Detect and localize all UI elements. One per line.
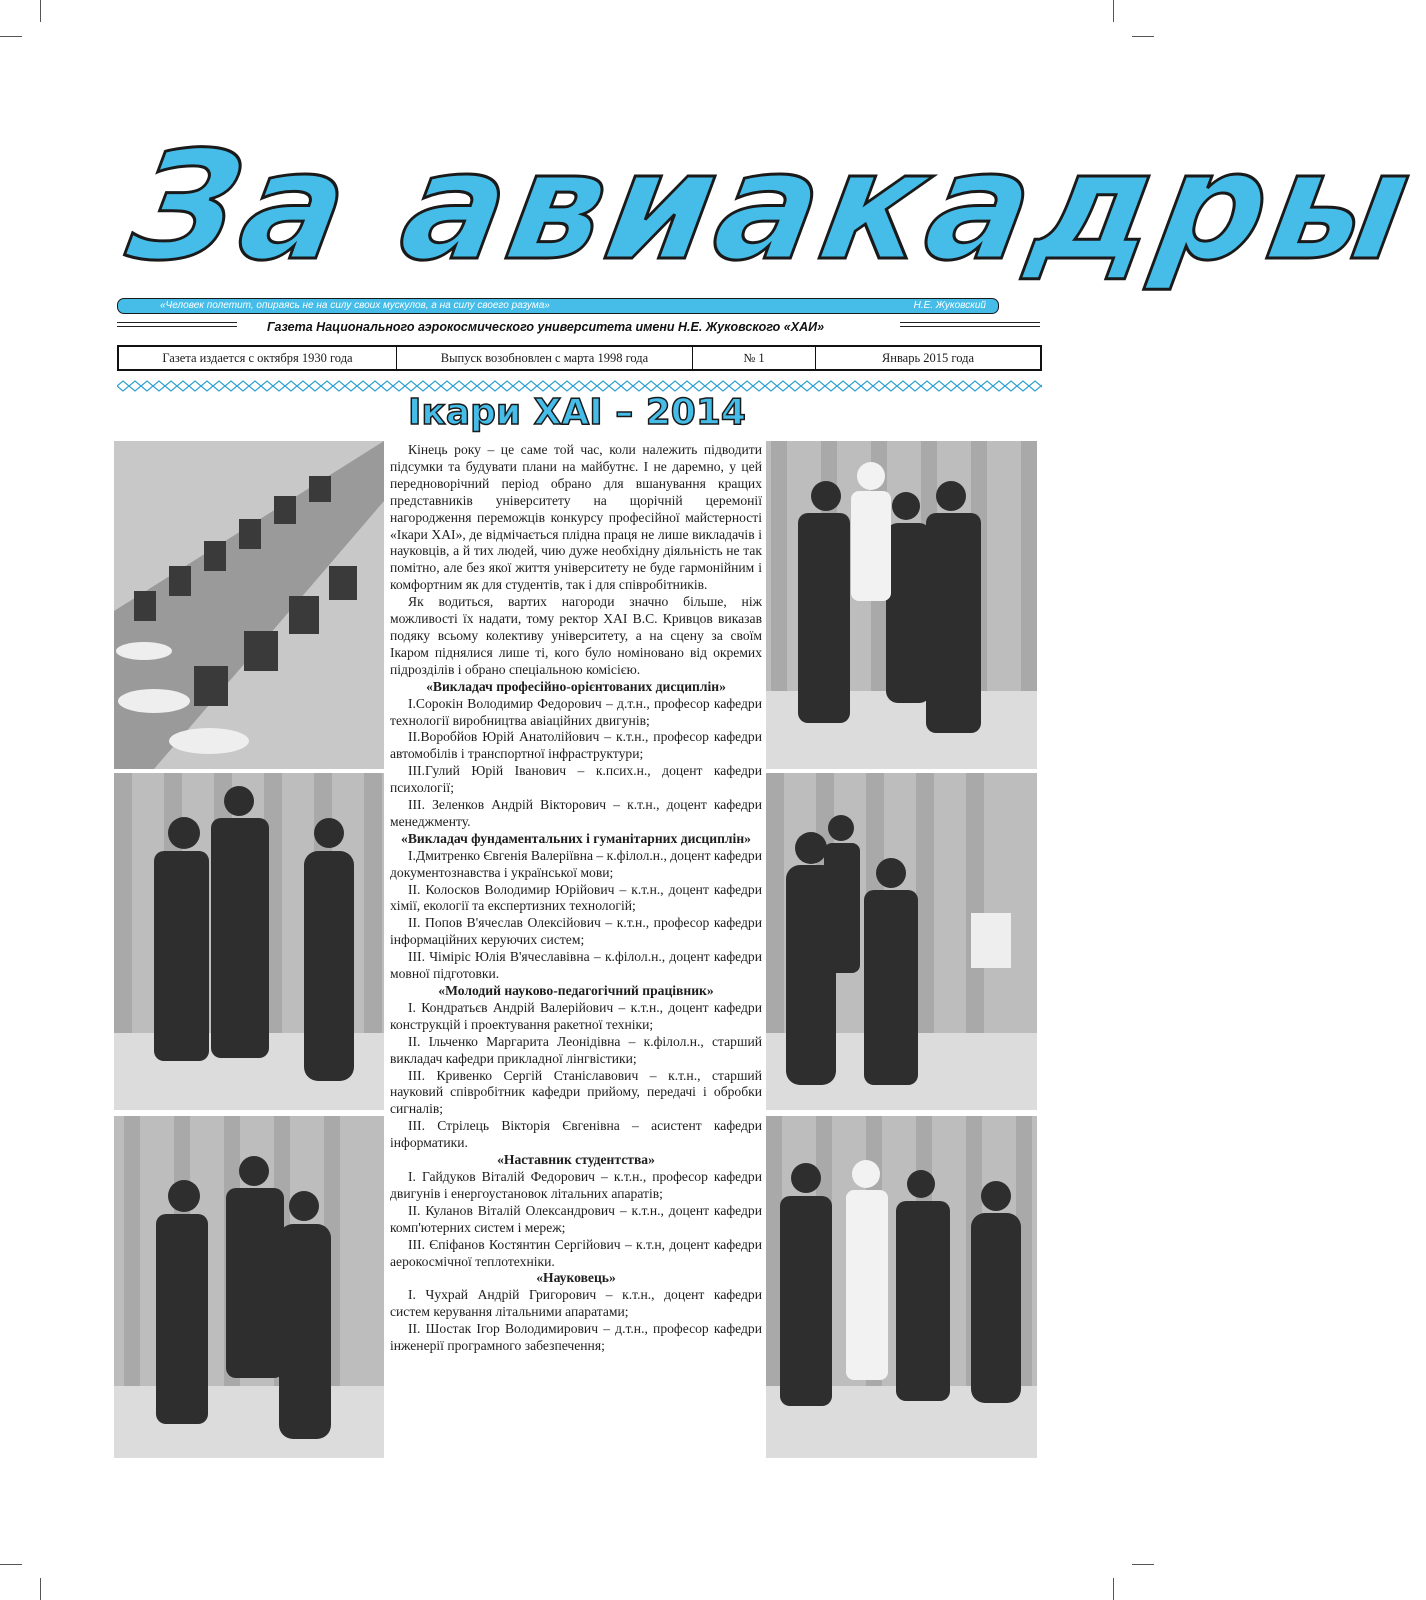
- category-title: «Викладач фундаментальних і гуманітарних дисциплін»: [401, 830, 751, 846]
- nominee-item: ІІІ. Єпіфанов Костянтин Сергійович – к.т.н, доцент кафедри аерокосмічної теплотехніки.: [390, 1236, 762, 1269]
- subtitle-line: [117, 318, 1040, 336]
- category-title: «Наставник студентства»: [497, 1152, 655, 1168]
- crop-mark: [40, 1578, 41, 1600]
- nominee-item: ІІ. Попов В'ячеслав Олексійович – к.т.н., професор кафедри інформаційних керуючих систем;: [390, 915, 762, 948]
- crop-mark: [1132, 1564, 1154, 1565]
- nominee-item: ІІ. Куланов Віталій Олександрович – к.т.н., доцент кафедри комп'ютерних систем і мереж;: [390, 1202, 762, 1235]
- photo-award-ceremony-1: [114, 773, 384, 1110]
- nominee-item: І.Сорокін Володимир Федорович – д.т.н., професор кафедри технології виробництва авіаційних двигунів;: [390, 695, 762, 728]
- nominee-item: І. Гайдуков Віталій Федорович – к.т.н., професор кафедри двигунів і енергоустановок літальних апаратів;: [390, 1168, 762, 1201]
- crop-mark: [1113, 1578, 1114, 1600]
- nominee-item: ІІ. Колосков Володимир Юрійович – к.т.н., доцент кафедри хімії, екології та експертизних технологій;: [390, 881, 762, 914]
- nominee-item: ІІІ. Зеленков Андрій Вікторович – к.т.н., доцент кафедри менеджменту.: [390, 797, 762, 829]
- nominee-item: ІІ. Шостак Ігор Володимирович – д.т.н., професор кафедри інженерії програмного забезпечення;: [390, 1321, 762, 1354]
- nominee-item: ІІ.Воробйов Юрій Анатолійович – к.т.н., професор кафедри автомобілів і транспортної інфраструктури;: [390, 729, 762, 762]
- article-paragraph: Як водиться, вартих нагороди значно більше, ніж можливості їх надати, тому ректор ХАІ В.С. Кривцов виказав подяку всьому колективу університету, а на сцену за своїм Ікаром піднялися лише ті, кого було номіновано від окремих підрозділів і обрано спеціальною комісією.: [390, 594, 762, 677]
- photo-award-ceremony-2: [114, 1116, 384, 1458]
- motto-bar: [117, 298, 999, 314]
- rule-lines-left: [117, 322, 237, 330]
- photo-award-ceremony-5: [766, 1116, 1037, 1458]
- published-since: Газета издается с октября 1930 года: [119, 347, 397, 369]
- photo-awards-table: [114, 441, 384, 769]
- crop-mark: [40, 0, 41, 22]
- rule-lines-right: [900, 322, 1040, 330]
- category-title: «Молодий науково-педагогічний працівник»: [438, 983, 714, 998]
- article-paragraph: Кінець року – це саме той час, коли належить підводити підсумки та будувати плани на майбутнє. І не даремно, у цей передноворічний період обрано для вшанування кращих представників університету на щорічній церемонії нагородження переможців конкурсу професійної майстерності «Ікари ХАІ», де відмічається плідна праця не лише викладачів і науковців, а й тих людей, чию дуже необхідну діяльність не так помітно, але без якої життя університету не буде гармонійним і комфортним як для студентів, так і для співробітників.: [390, 442, 762, 593]
- nominee-item: ІІІ. Кривенко Сергій Станіславович – к.т.н., старший науковий співробітник кафедри прийому, передачі і обробки сигналів;: [390, 1067, 762, 1117]
- issue-info-box: [117, 345, 1042, 371]
- nominee-item: І. Чухрай Андрій Григорович – к.т.н., доцент кафедри систем керування літальними апаратами;: [390, 1287, 762, 1320]
- article-body: [390, 442, 762, 1477]
- crop-mark: [0, 1564, 22, 1565]
- motto-text: «Человек полетит, опираясь не на силу своих мускулов, а на силу своего разума»: [160, 300, 550, 311]
- newspaper-title: За авиакадры: [117, 120, 1426, 294]
- issue-number: № 1: [693, 347, 816, 369]
- crop-mark: [1132, 36, 1154, 37]
- photo-award-ceremony-3: [766, 441, 1037, 769]
- category-title: «Викладач професійно-орієнтованих дисциплін»: [426, 678, 726, 694]
- crop-mark: [0, 36, 22, 37]
- category-title: «Науковець»: [536, 1270, 616, 1286]
- issue-date: Январь 2015 года: [881, 351, 975, 365]
- nominee-item: ІІІ. Стрілець Вікторія Євгенівна – асистент кафедри інформатики.: [390, 1118, 762, 1151]
- newspaper-subtitle: Газета Национального аэрокосмического университета имени Н.Е. Жуковского «ХАИ»: [267, 320, 825, 334]
- motto-author: Н.Е. Жуковский: [913, 300, 986, 311]
- crop-mark: [1113, 0, 1114, 22]
- nominee-item: ІІІ. Чіміріс Юлія В'ячеславівна – к.філол.н., доцент кафедри мовної підготовки.: [390, 949, 762, 982]
- nominee-item: ІІІ.Гулий Юрій Іванович – к.псих.н., доцент кафедри психології;: [390, 763, 762, 796]
- renewed-since: Выпуск возобновлен с марта 1998 года: [397, 347, 693, 369]
- nominee-item: І. Кондратьєв Андрій Валерійович – к.т.н., доцент кафедри конструкцій і проектування ракетної техніки;: [390, 999, 762, 1032]
- nominee-item: І.Дмитренко Євгенія Валеріївна – к.філол.н., доцент кафедри документознавства і української мови;: [390, 847, 762, 880]
- nominee-item: ІІ. Ільченко Маргарита Леонідівна – к.філол.н., старший викладач кафедри прикладної лінгвістики;: [390, 1033, 762, 1066]
- photo-award-ceremony-4: [766, 773, 1037, 1110]
- article-headline: Ікари ХАІ – 2014: [408, 392, 746, 433]
